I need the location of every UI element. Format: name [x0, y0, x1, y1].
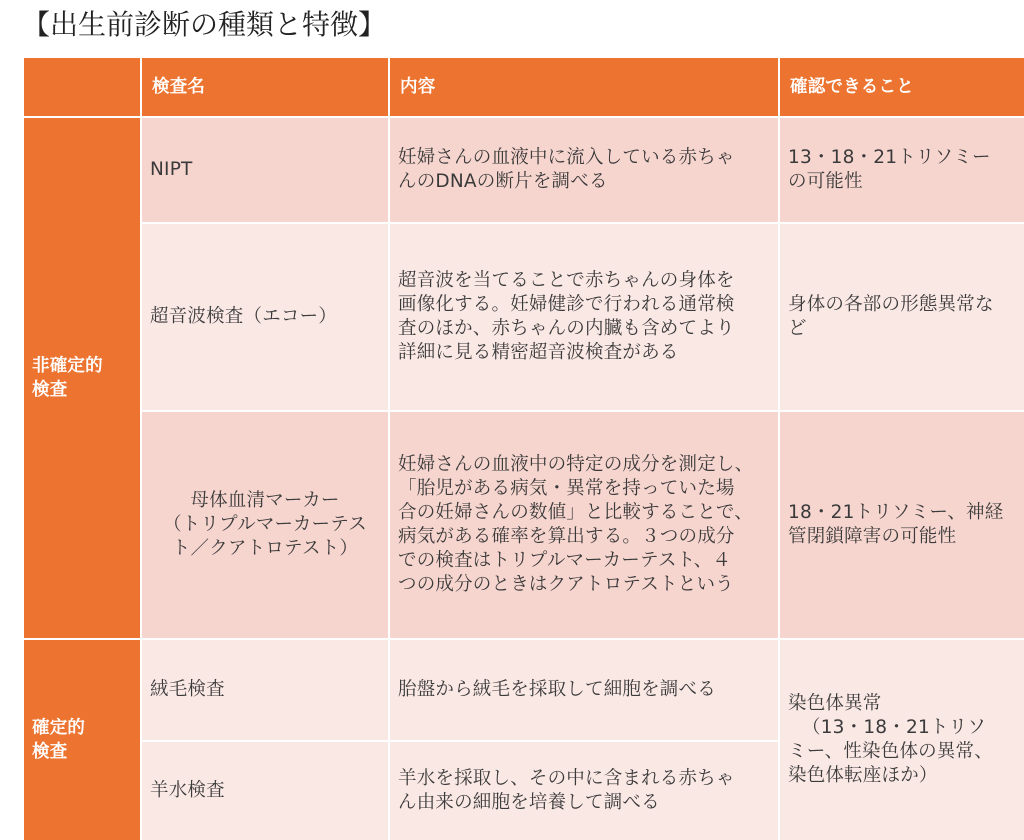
test-name-nipt — [142, 118, 388, 222]
text-line: ミー、性染色体の異常、 — [788, 741, 993, 762]
text-line: での検査はトリプルマーカーテスト、４ — [398, 550, 732, 571]
text-line: ト／クアトロテスト） — [171, 538, 359, 559]
test-name-chorionic-villus — [142, 640, 388, 740]
result-definitive — [780, 640, 1024, 840]
header-test-name: 検査名 — [142, 58, 388, 116]
header-content: 内容 — [390, 58, 778, 116]
content-maternal-serum-marker — [390, 412, 778, 638]
category-definitive — [24, 640, 140, 840]
text-line: 染色体転座ほか） — [788, 765, 938, 786]
text-line: 染色体異常 — [788, 693, 882, 714]
text-line indent: （13・18・21トリソ — [802, 717, 987, 738]
text-line: NIPT — [150, 159, 193, 180]
category-label-line: 検査 — [32, 380, 68, 400]
result-maternal-serum-marker — [780, 412, 1024, 638]
text-line: 妊婦さんの血液中に流入している赤ちゃ — [398, 147, 735, 168]
content-ultrasound — [390, 224, 778, 410]
header-blank — [24, 58, 140, 116]
text-line: 超音波検査（エコー） — [150, 306, 338, 327]
page-title: 【出生前診断の種類と特徴】 — [22, 8, 387, 41]
result-nipt — [780, 118, 1024, 222]
text-line: 13・18・21トリソミー — [788, 147, 991, 168]
text-line: 18・21トリソミー、神経 — [788, 502, 1004, 523]
text-line: 妊婦さんの血液中の特定の成分を測定し、 — [398, 454, 754, 475]
text-line: 超音波を当てることで赤ちゃんの身体を — [398, 270, 735, 291]
category-label-line: 非確定的 — [32, 356, 103, 376]
test-name-ultrasound — [142, 224, 388, 410]
text-line: 身体の各部の形態異常な — [788, 294, 994, 315]
header-result: 確認できること — [780, 58, 1024, 116]
text-line: 合の妊婦さんの数値」と比較することで、 — [398, 502, 753, 523]
category-label-line: 確定的 — [32, 718, 86, 738]
text-line: 羊水検査 — [150, 780, 225, 801]
content-amniocentesis — [390, 742, 778, 840]
text-line: んのDNAの断片を調べる — [398, 171, 608, 192]
category-label-line: 検査 — [32, 742, 68, 762]
text-line: 病気がある確率を算出する。３つの成分 — [398, 526, 735, 547]
text-line: 絨毛検査 — [150, 679, 225, 700]
text-line: ん由来の細胞を培養して調べる — [398, 792, 660, 813]
test-name-maternal-serum-marker — [142, 412, 388, 638]
category-non-definitive — [24, 118, 140, 638]
text-line: 胎盤から絨毛を採取して細胞を調べる — [398, 679, 716, 700]
text-line: 査のほか、赤ちゃんの内臓も含めてより — [398, 318, 735, 339]
result-ultrasound — [780, 224, 1024, 410]
test-name-amniocentesis — [142, 742, 388, 840]
content-nipt — [390, 118, 778, 222]
text-line: （トリプルマーカーテス — [163, 514, 367, 535]
text-line: 羊水を採取し、その中に含まれる赤ちゃ — [398, 768, 735, 789]
content-chorionic-villus — [390, 640, 778, 740]
text-line: 詳細に見る精密超音波検査がある — [398, 342, 679, 363]
text-line: ど — [788, 318, 807, 339]
text-line: 画像化する。妊婦健診で行われる通常検 — [398, 294, 735, 315]
text-line: 「胎児がある病気・異常を持っていた場 — [398, 478, 735, 499]
text-line: 管閉鎖障害の可能性 — [788, 526, 957, 547]
text-line: つの成分のときはクアトロテストという — [398, 574, 734, 595]
text-line: 母体血清マーカー — [190, 490, 340, 511]
prenatal-diagnosis-table — [24, 58, 1020, 839]
text-line: の可能性 — [788, 171, 863, 192]
